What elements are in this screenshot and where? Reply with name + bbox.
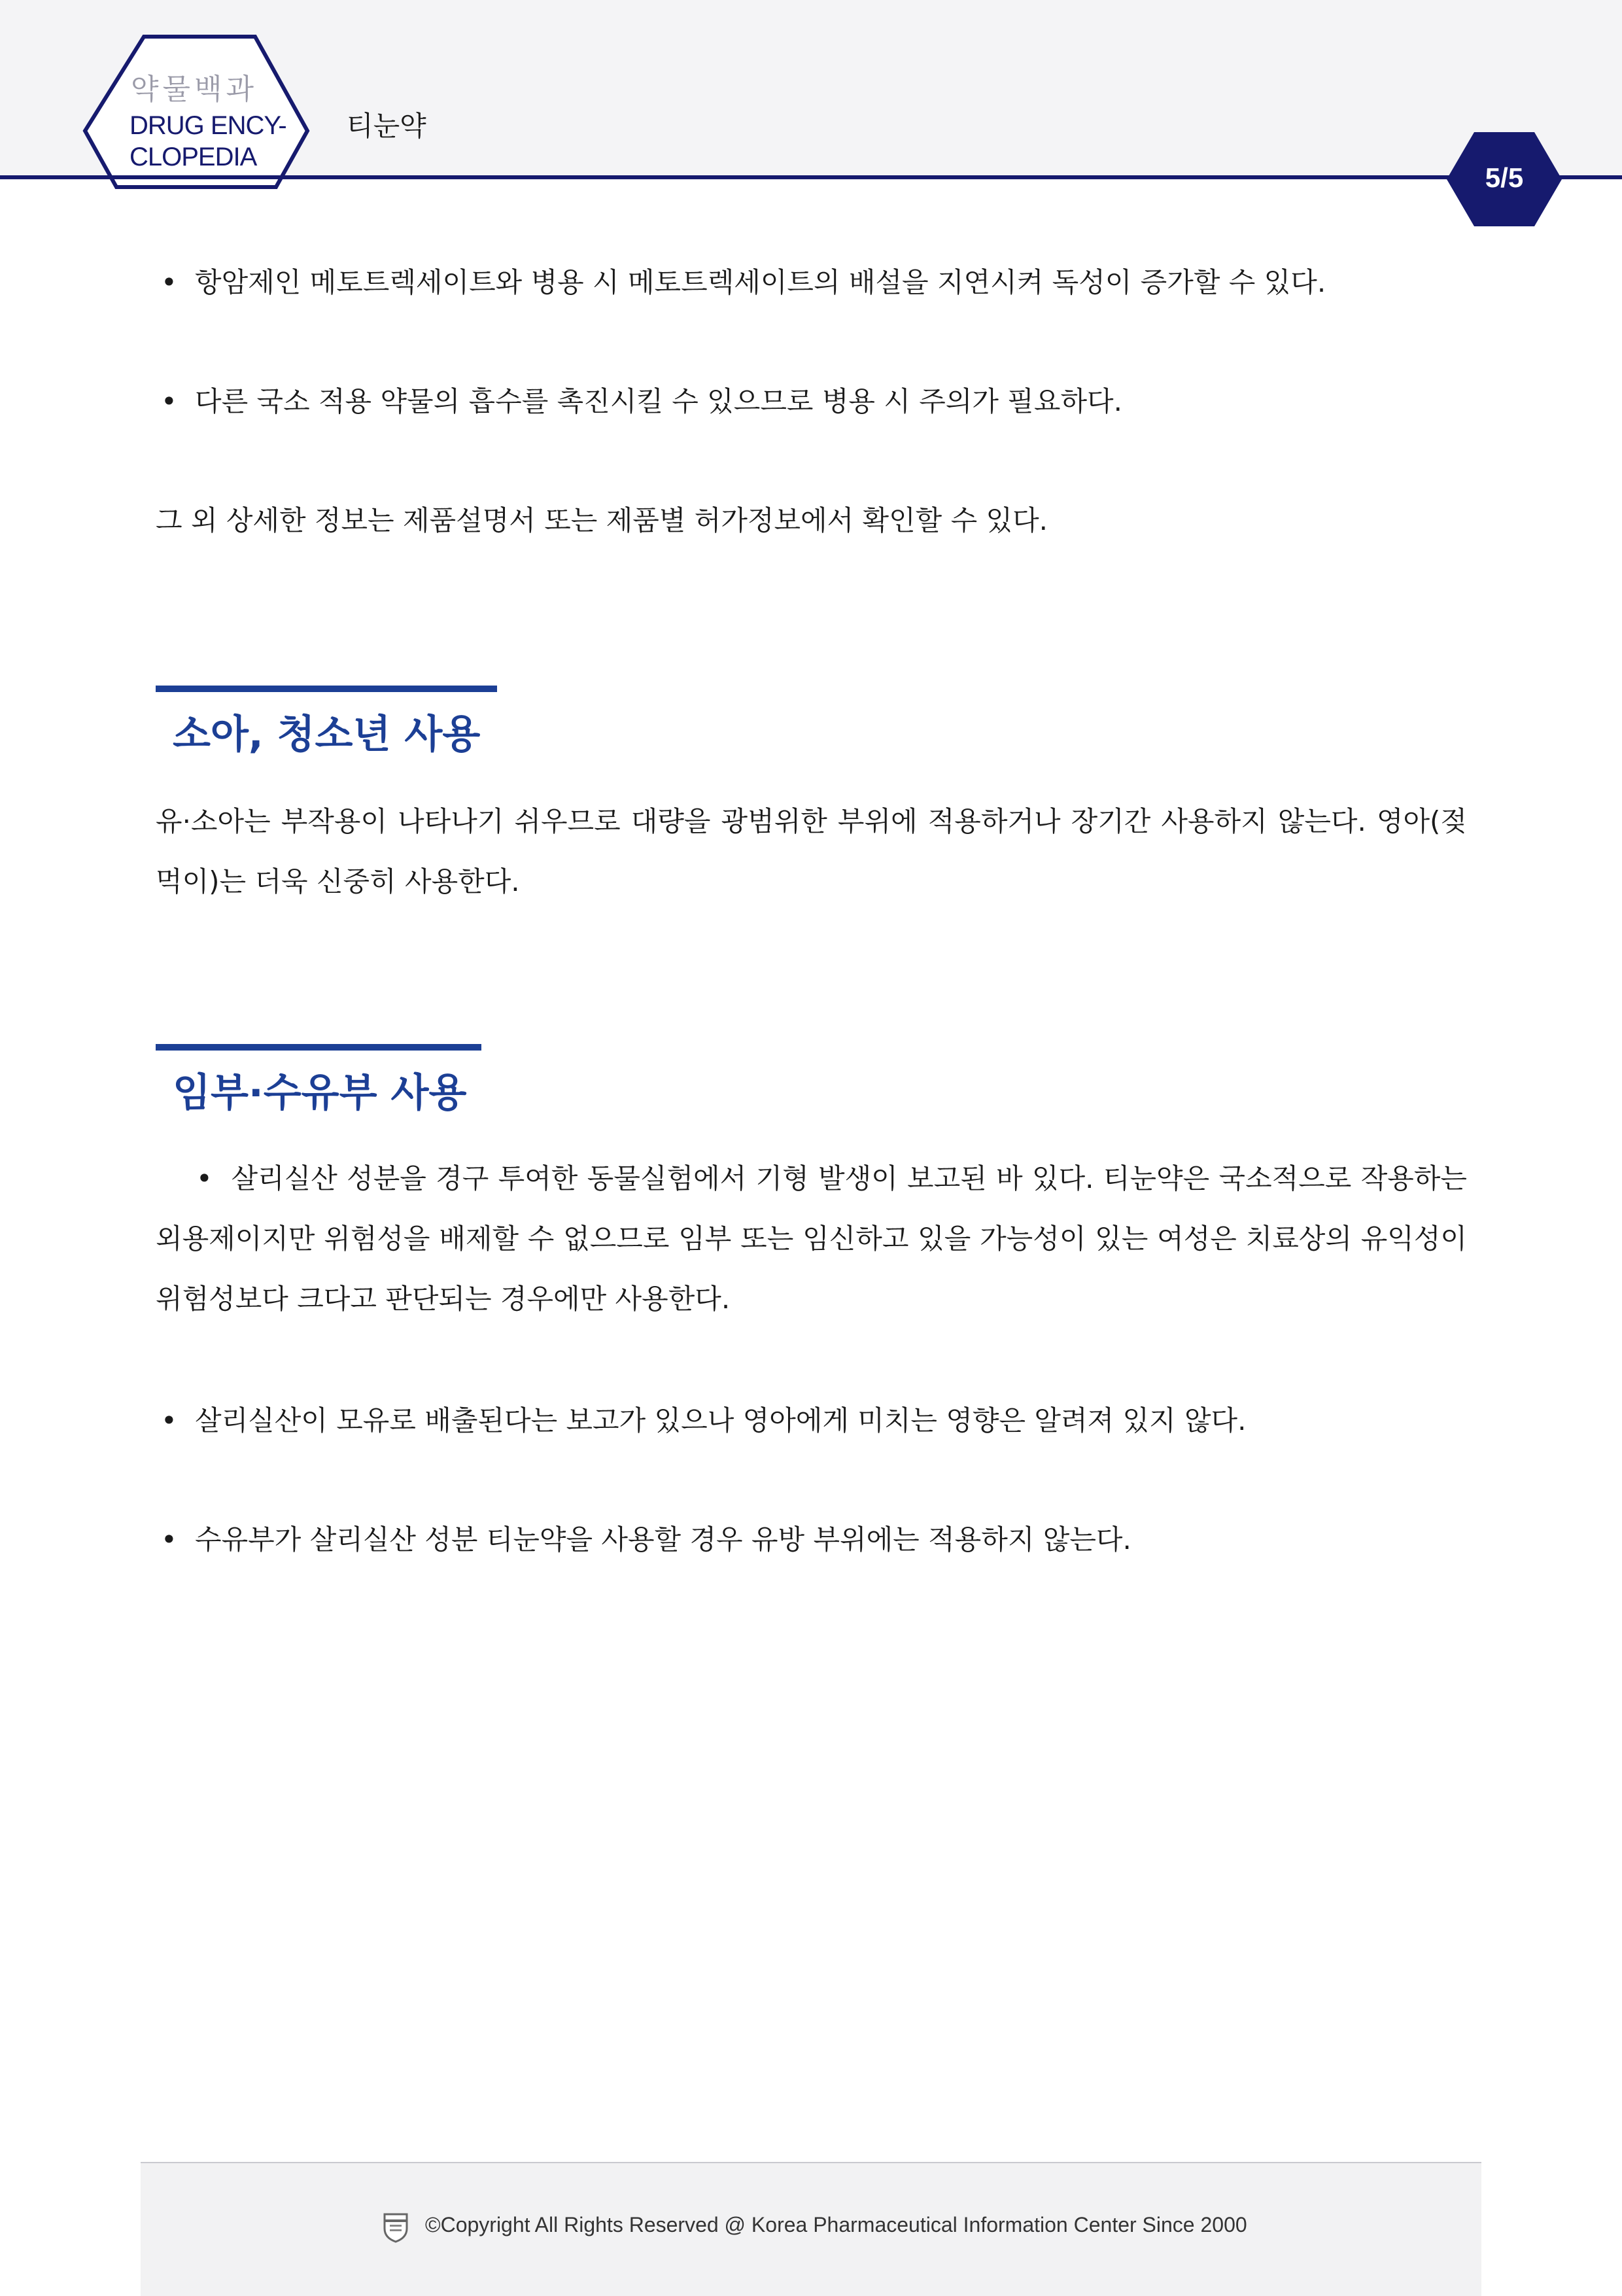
logo-english-text [129, 110, 286, 173]
bullet-text-methotrexate: 항암제인 메토트렉세이트와 병용 시 메토트렉세이트의 배설을 지연시켜 독성이 증가할 수 있다. [195, 266, 1326, 298]
bullet-marker: • [161, 1404, 177, 1436]
section-bar-pediatric [156, 686, 497, 692]
pregnancy-bullet-animal-study-text: 살리실산 성분을 경구 투여한 동물실험에서 기형 발생이 보고된 바 있다. 티눈약은 국소적으로 작용하는 외용제이지만 위험성을 배제할 수 없으므로 임부 또는 임신하고 있을 가능성이 있는 여성은 치료상의 유익성이 위험성보다 크다고 판단되는 경우에만 사용한다. [156, 1162, 1468, 1315]
bullet-marker: • [161, 1523, 177, 1556]
pregnancy-bullet-animal-study [156, 1149, 1467, 1329]
shield-logo-icon [382, 2212, 409, 2243]
footer-copyright: ©Copyright All Rights Reserved @ Korea Pharmaceutical Information Center Since 2000 [425, 2213, 1247, 2236]
section-bar-pregnancy [156, 1044, 481, 1051]
section-title-pediatric: 소아, 청소년 사용 [173, 712, 481, 757]
detail-info-note: 그 외 상세한 정보는 제품설명서 또는 제품별 허가정보에서 확인할 수 있다. [156, 504, 1048, 536]
pediatric-paragraph: 유·소아는 부작용이 나타나기 쉬우므로 대량을 광범위한 부위에 적용하거나 장기간 사용하지 않는다. 영아(젖먹이)는 더욱 신중히 사용한다. [156, 805, 1467, 897]
document-title: 티눈약 [347, 110, 426, 142]
header-rule [0, 175, 1622, 179]
section-title-pregnancy: 임부·수유부 사용 [173, 1070, 467, 1116]
pregnancy-bullet-breast-milk: 살리실산이 모유로 배출된다는 보고가 있으나 영아에게 미치는 영향은 알려져 있지 않다. [195, 1404, 1247, 1436]
bullet-marker: • [161, 385, 177, 417]
logo-english-line2: CLOPEDIA [129, 143, 257, 171]
bullet-text-topical-absorption: 다른 국소 적용 약물의 흡수를 촉진시킬 수 있으므로 병용 시 주의가 필요하다. [195, 385, 1122, 417]
bullet-marker: • [196, 1162, 213, 1194]
bullet-marker: • [161, 266, 177, 298]
logo-korean-text: 약물백과 [131, 73, 258, 106]
logo-english-line1: DRUG ENCY- [129, 111, 286, 140]
pregnancy-bullet-breast-area: 수유부가 살리실산 성분 티눈약을 사용할 경우 유방 부위에는 적용하지 않는다. [195, 1523, 1131, 1556]
page-number: 5/5 [1485, 162, 1524, 193]
